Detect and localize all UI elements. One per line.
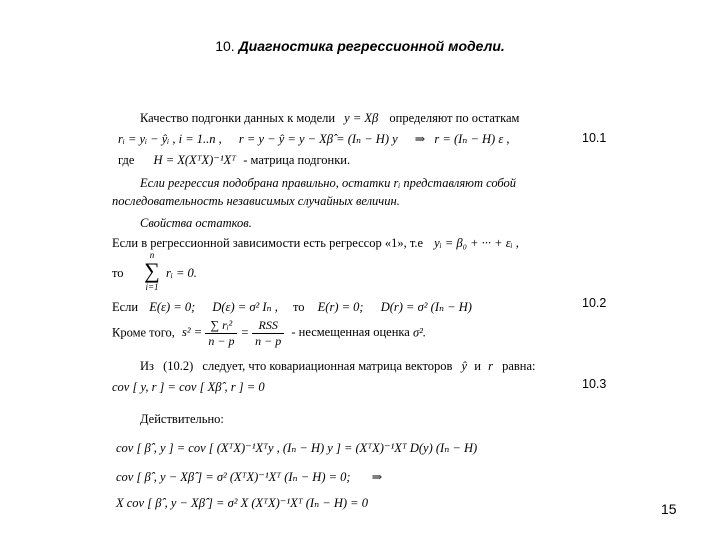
title-number: 10. [215,38,235,54]
text-line-regressor: Если в регрессионной зависимости есть регрессор «1», т.е yᵢ = β₀ + ··· + εᵢ , [112,236,519,250]
equation-number-10-2: 10.2 [582,296,607,310]
fraction-rss-over-dof: $\frac{\text{RSS}}{n - p}$ [252,318,284,349]
text-indeed: Действительно: [140,412,224,426]
page-title [0,38,720,54]
equation-proof-1: cov [ β̂ , y ] = cov [ (XᵀX)⁻¹Xᵀy , (Iₙ − H) y ] = (XᵀX)⁻¹Xᵀ D(y) (Iₙ − H) [116,441,478,455]
text-line-independence-2: последовательность независимых случайных величин. [112,194,400,208]
equation-sum-residuals: rᵢ = 0. [166,266,197,280]
section-heading-properties: Свойства остатков. [140,216,252,230]
fraction-sum-over-dof: $\frac{\text{∑ rᵢ²}}{n - p}$ [205,318,237,349]
equation-residuals: rᵢ = yᵢ − ŷᵢ , i = 1..n , r = y − ŷ = y − Xβ̂ = (Iₙ − H) y ⇒ r = (Iₙ − H) ε , [118,132,510,146]
page-number: 15 [661,501,677,517]
equation-proof-3: X cov [ β̂ , y − Xβ̂ ] = σ² X (XᵀX)⁻¹Xᵀ (Iₙ − H) = 0 [116,496,368,510]
text-line-moments: Если E(ε) = 0; D(ε) = σ² Iₙ , то E(r) = 0; D(r) = σ² (Iₙ − H) [112,300,472,314]
equation-proof-2: cov [ β̂ , y − Xβ̂ ] = σ² (XᵀX)⁻¹Xᵀ (Iₙ − H) = 0; ⇒ [116,470,383,484]
equation-number-10-1: 10.1 [582,131,607,145]
equation-number-10-3: 10.3 [582,377,607,391]
text-line-independence-1: Если регрессия подобрана правильно, остатки rᵢ представляют собой [140,176,517,190]
sum-symbol: n ∑ i=1 [144,250,160,292]
text-line-hat-matrix: где H = X(XᵀX)⁻¹Xᵀ - матрица подгонки. [118,153,351,167]
text-line-variance-estimate: Кроме того, s² = $\frac{\text{∑ rᵢ²}}{n - p}$ = $\frac{\text{RSS}}{n - p}$ - несмещенная оценка σ². [112,318,426,348]
equation-covariance-zero: cov [ y, r ] = cov [ Xβ̂ , r ] = 0 [112,380,265,394]
text-line-covariance: Из (10.2) следует, что ковариационная матрица векторов ŷ и r равна: [140,359,536,373]
text-line-1: Качество подгонки данных к модели y = Xβ определяют по остаткам [140,111,520,125]
title-text: Диагностика регрессионной модели. [238,38,505,54]
text-to: то [112,266,124,280]
